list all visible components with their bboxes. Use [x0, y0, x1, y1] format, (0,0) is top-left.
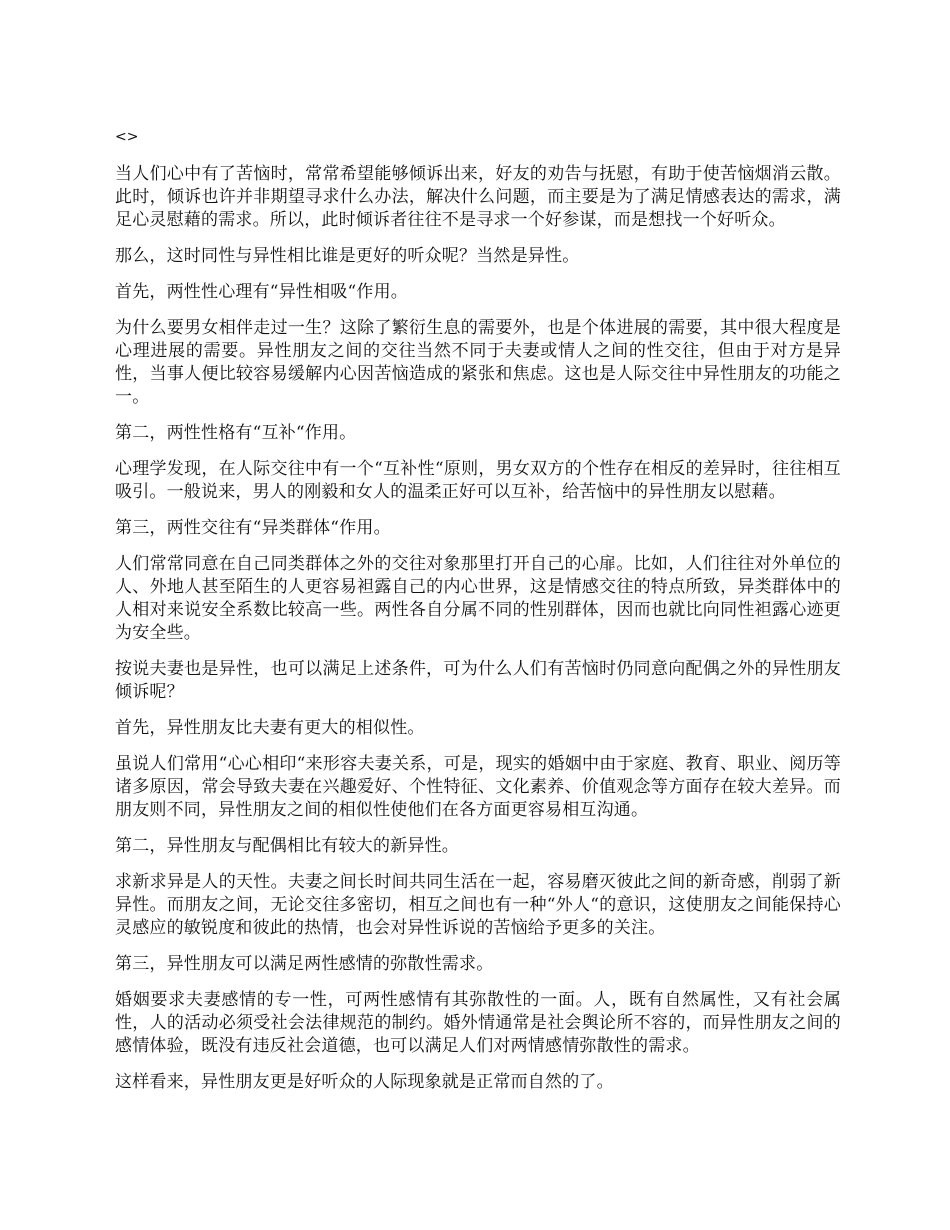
document-marker: <> [115, 129, 139, 145]
paragraph: 首先，两性性心理有“异性相吸“作用。 [115, 282, 408, 302]
paragraph: 按说夫妻也是异性，也可以满足上述条件，可为什么人们有苦恼时仍同意向配偶之外的异性朋友倾诉呢？ [115, 659, 841, 702]
paragraph: 求新求异是人的天性。夫妻之间长时间共同生活在一起，容易磨灭彼此之间的新奇感，削弱了新异性。而朋友之间，无论交往多密切，相互之间也有一种“外人“的意识，这使朋友之间能保持心灵感应的敏锐度和彼此的热情，也会对异性诉说的苦恼给予更多的关注。 [115, 872, 841, 938]
paragraph: 人们常常同意在自己同类群体之外的交往对象那里打开自己的心扉。比如，人们往往对外单位的人、外地人甚至陌生的人更容易袒露自己的内心世界，这是情感交往的特点所致，异类群体中的人相对来说安全系数比较高一些。两性各自分属不同的性别群体，因而也就比向同性袒露心迹更为安全些。 [115, 554, 841, 643]
paragraph: 第二，两性性格有“互补“作用。 [115, 423, 357, 443]
paragraph: 第二，异性朋友与配偶相比有较大的新异性。 [115, 836, 459, 856]
paragraph: 那么，这时同性与异性相比谁是更好的听众呢？当然是异性。 [115, 246, 580, 266]
paragraph: 为什么要男女相伴走过一生？这除了繁衍生息的需要外，也是个体进展的需要，其中很大程度是心理进展的需要。异性朋友之间的交往当然不同于夫妻或情人之间的性交往，但由于对方是异性，当事人便比较容易缓解内心因苦恼造成的紧张和焦虑。这也是人际交往中异性朋友的功能之一。 [115, 318, 841, 407]
document-body [115, 128, 841, 1107]
paragraph: 第三，异性朋友可以满足两性感情的弥散性需求。 [115, 954, 494, 974]
paragraph: 心理学发现，在人际交往中有一个“互补性“原则，男女双方的个性存在相反的差异时，往往相互吸引。一般说来，男人的刚毅和女人的温柔正好可以互补，给苦恼中的异性朋友以慰藉。 [115, 459, 841, 502]
paragraph: 第三，两性交往有“异类群体“作用。 [115, 518, 391, 538]
paragraph: 首先，异性朋友比夫妻有更大的相似性。 [115, 718, 425, 738]
paragraph: 这样看来，异性朋友更是好听众的人际现象就是正常而自然的了。 [115, 1072, 614, 1092]
paragraph: 当人们心中有了苦恼时，常常希望能够倾诉出来，好友的劝告与抚慰，有助于使苦恼烟消云散。此时，倾诉也许并非期望寻求什么办法，解决什么问题，而主要是为了满足情感表达的需求，满足心灵慰藉的需求。所以，此时倾诉者往往不是寻求一个好参谋，而是想找一个好听众。 [115, 164, 841, 230]
paragraph: 虽说人们常用“心心相印“来形容夫妻关系，可是，现实的婚姻中由于家庭、教育、职业、阅历等诸多原因，常会导致夫妻在兴趣爱好、个性特征、文化素养、价值观念等方面存在较大差异。而朋友则不同，异性朋友之间的相似性使他们在各方面更容易相互沟通。 [115, 754, 841, 820]
paragraph: 婚姻要求夫妻感情的专一性，可两性感情有其弥散性的一面。人，既有自然属性，又有社会属性，人的活动必须受社会法律规范的制约。婚外情通常是社会舆论所不容的，而异性朋友之间的感情体验，既没有违反社会道德，也可以满足人们对两情感情弥散性的需求。 [115, 990, 841, 1056]
